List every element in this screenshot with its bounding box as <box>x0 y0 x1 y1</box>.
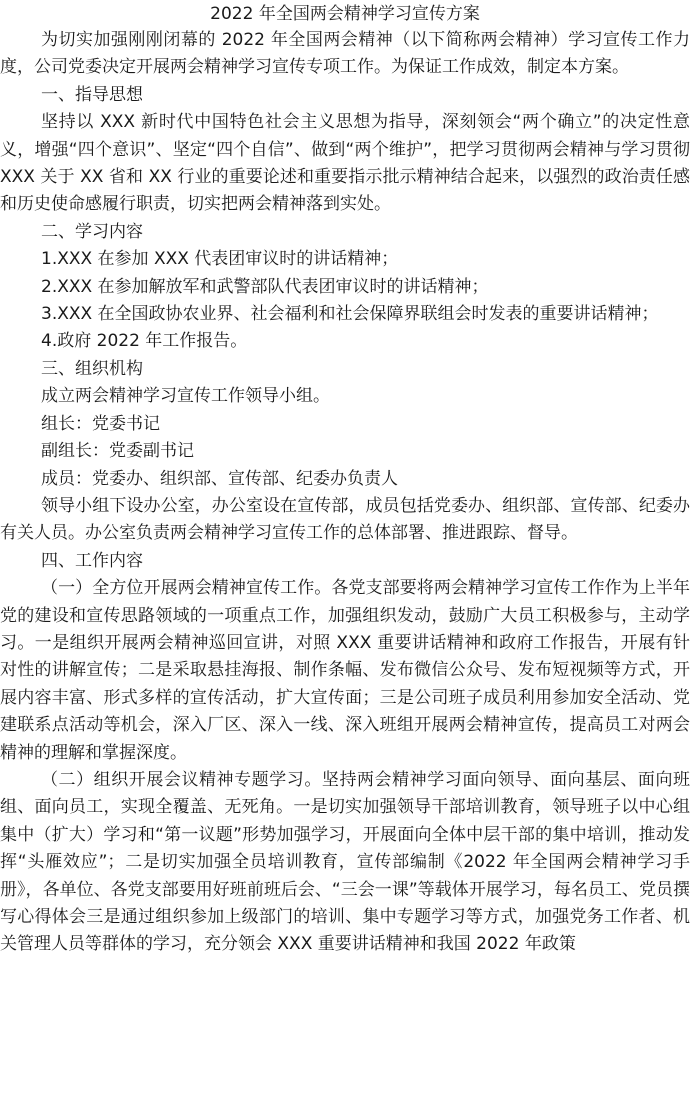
document-title: 2022 年全国两会精神学习宣传方案 <box>210 4 480 24</box>
intro-paragraph: 为切实加强刚刚闭幕的 2022 年全国两会精神（以下简称两会精神）学习宣传工作力度，公司党委决定开展两会精神学习宣传专项工作。为保证工作成效，制定本方案。 <box>0 30 690 78</box>
study-item-3: 3.XXX 在全国政协农业界、社会福利和社会保障界联组会时发表的重要讲话精神； <box>41 304 659 325</box>
organization-deputy-leader: 副组长：党委副书记 <box>41 441 194 462</box>
study-item-2: 2.XXX 在参加解放军和武警部队代表团审议时的讲话精神； <box>41 276 489 297</box>
organization-members: 成员：党委办、组织部、宣传部、纪委办负责人 <box>41 468 398 489</box>
work-item-2-paragraph: （二）组织开展会议精神专题学习。坚持两会精神学习面向领导、面向基层、面向班组、面向员工，实现全覆盖、无死角。一是切实加强领导干部培训教育，领导班子以中心组集中（扩大）学习和“第一议题”形势加强学习，开展面向全体中层干部的集中培训，推动发挥“头雁效应”；二是切实加强全员培训教育，宣传部编制《2022 年全国两会精神学习手册》，各单位、各党支部要用好班前班后会、“三会一课”等载体开展学习，每名员工、党员撰写心得体会三是通过组织参加上级部门的培训、集中专题学习等方式，加强党务工作者、机关管理人员等群体的学习，充分领会 XXX 重要讲话精神和我国 2022 年政策 <box>0 769 690 955</box>
organization-office-paragraph: 领导小组下设办公室，办公室设在宣传部，成员包括党委办、组织部、宣传部、纪委办有关人员。办公室负责两会精神学习宣传工作的总体部署、推进跟踪、督导。 <box>0 495 690 544</box>
section-heading-organization: 三、组织机构 <box>41 358 143 379</box>
organization-intro: 成立两会精神学习宣传工作领导小组。 <box>41 386 330 407</box>
section-heading-study-content: 二、学习内容 <box>41 221 143 242</box>
organization-leader: 组长：党委书记 <box>41 413 160 434</box>
section-heading-guiding-thought: 一、指导思想 <box>41 84 143 105</box>
study-item-1: 1.XXX 在参加 XXX 代表团审议时的讲话精神； <box>41 249 399 270</box>
guiding-thought-paragraph: 坚持以 XXX 新时代中国特色社会主义思想为指导，深刻领会“两个确立”的决定性意义，增强“四个意识”、坚定“四个自信”、做到“两个维护”，把学习贯彻两会精神与学习贯彻 XXX 关于 XX 省和 XX 行业的重要论述和重要指示批示精神结合起来，以强烈的政治责任感和历史使命感履行职责，切实把两会精神落到实处。 <box>0 112 690 215</box>
work-item-1-paragraph: （一）全方位开展两会精神宣传工作。各党支部要将两会精神学习宣传工作作为上半年党的建设和宣传思路领域的一项重点工作，加强组织发动，鼓励广大员工积极参与，主动学习。一是组织开展两会精神巡回宣讲，对照 XXX 重要讲话精神和政府工作报告，开展有针对性的讲解宣传；二是采取悬挂海报、制作条幅、发布微信公众号、发布短视频等方式，开展内容丰富、形式多样的宣传活动，扩大宣传面；三是公司班子成员利用参加安全活动、党建联系点活动等机会，深入厂区、深入一线、深入班组开展两会精神宣传，提高员工对两会精神的理解和掌握深度。 <box>0 578 690 763</box>
section-heading-work-content: 四、工作内容 <box>41 550 143 571</box>
study-item-4: 4.政府 2022 年工作报告。 <box>41 331 248 352</box>
